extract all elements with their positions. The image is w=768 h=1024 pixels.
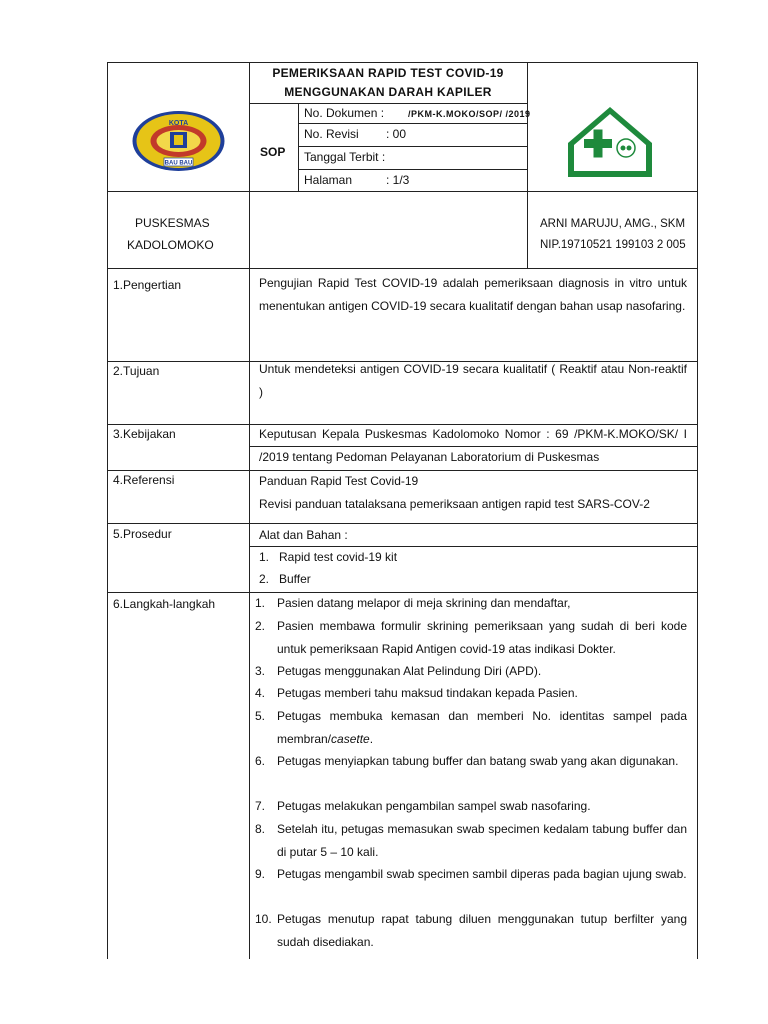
table-border [527, 62, 528, 268]
section-label-tujuan: 2.Tujuan [113, 364, 160, 378]
step-item: 8. Setelah itu, petugas memasukan swab specimen kedalam tabung buffer dan di putar 5 – 10 kali. [255, 822, 687, 859]
step-item: 3. Petugas menggunakan Alat Pelindung Diri (APD). [255, 664, 542, 678]
step-item: 9. Petugas mengambil swab specimen sambil diperas pada bagian ujung swab. [255, 867, 687, 881]
table-border [298, 146, 527, 147]
table-border [298, 169, 527, 170]
issue-date-label: Tanggal Terbit : [304, 150, 386, 164]
doc-number-value: /PKM-K.MOKO/SOP/ /2019 [408, 109, 531, 119]
step-item: 5. Petugas membuka kemasan dan memberi No. identitas sampel pada membran/casette. [255, 709, 687, 746]
puskesmas-name-line-1: PUSKESMAS [135, 216, 210, 230]
step-item: 2. Pasien membawa formulir skrining pemeriksaan yang sudah di beri kode untuk pemeriksaan Rapid Antigen covid-19 atas indikasi Dokter. [255, 619, 687, 656]
table-border [249, 268, 250, 959]
table-border [697, 62, 698, 959]
table-border [107, 523, 697, 524]
table-border [298, 123, 527, 124]
signer-nip: NIP.19710521 199103 2 005 [540, 239, 686, 251]
sop-label: SOP [260, 145, 286, 159]
page-value: : 1/3 [386, 173, 410, 187]
table-border [298, 103, 299, 191]
svg-text:BAU BAU: BAU BAU [164, 160, 193, 167]
revision-value: : 00 [386, 127, 407, 141]
list-item: 2. Buffer [259, 572, 311, 586]
prosedur-heading: Alat dan Bahan : [259, 528, 348, 542]
table-border [107, 268, 697, 269]
step-item: 7. Petugas melakukan pengambilan sampel swab nasofaring. [255, 799, 591, 813]
doc-number-label: No. Dokumen : [304, 106, 385, 120]
table-border [107, 191, 697, 192]
step-item: 4. Petugas memberi tahu maksud tindakan kepada Pasien. [255, 686, 578, 700]
kebijakan-text-line-2: /2019 tentang Pedoman Pelayanan Laboratorium di Puskesmas [259, 450, 600, 464]
kebijakan-text: Keputusan Kepala Puskesmas Kadolomoko Nomor : 69 /PKM-K.MOKO/SK/ I [259, 427, 687, 441]
signer-name: ARNI MARUJU, AMG., SKM [540, 218, 686, 230]
list-item: 1. Rapid test covid-19 kit [259, 550, 398, 564]
section-label-prosedur: 5.Prosedur [113, 527, 172, 541]
page-label: Halaman [304, 173, 353, 187]
svg-text:KOTA: KOTA [168, 120, 189, 127]
step-item: 1. Pasien datang melapor di meja skrining dan mendaftar, [255, 596, 571, 610]
table-border [249, 103, 527, 104]
puskesmas-name-line-2: KADOLOMOKO [127, 238, 214, 252]
referensi-line-2: Revisi panduan tatalaksana pemeriksaan antigen rapid test SARS-COV-2 [259, 497, 650, 511]
section-label-kebijakan: 3.Kebijakan [113, 427, 176, 441]
document-title-line-1: PEMERIKSAAN RAPID TEST COVID-19 [272, 66, 504, 80]
revision-label: No. Revisi [304, 127, 359, 141]
table-border [107, 62, 697, 63]
pengertian-text: Pengujian Rapid Test COVID-19 adalah pemeriksaan diagnosis in vitro untuk menentukan antigen COVID-19 secara kualitatif dengan bahan usap nasofaring. [259, 276, 687, 313]
document-title-line-2: MENGGUNAKAN DARAH KAPILER [284, 85, 492, 99]
step-item: 6. Petugas menyiapkan tabung buffer dan batang swab yang akan digunakan. [255, 754, 679, 768]
city-emblem-icon [130, 108, 227, 174]
table-border [107, 62, 108, 959]
tujuan-text: Untuk mendeteksi antigen COVID-19 secara kualitatif ( Reaktif atau Non-reaktif ) [259, 362, 687, 399]
table-border [107, 470, 697, 471]
section-label-referensi: 4.Referensi [113, 473, 175, 487]
puskesmas-logo-icon [566, 104, 654, 180]
table-border [249, 546, 697, 547]
section-label-langkah: 6.Langkah-langkah [113, 597, 216, 611]
referensi-line-1: Panduan Rapid Test Covid-19 [259, 474, 419, 488]
section-label-pengertian: 1.Pengertian [113, 278, 182, 292]
step-item: 10. Petugas menutup rapat tabung diluen menggunakan tutup berfilter yang sudah disediakan. [255, 912, 687, 949]
